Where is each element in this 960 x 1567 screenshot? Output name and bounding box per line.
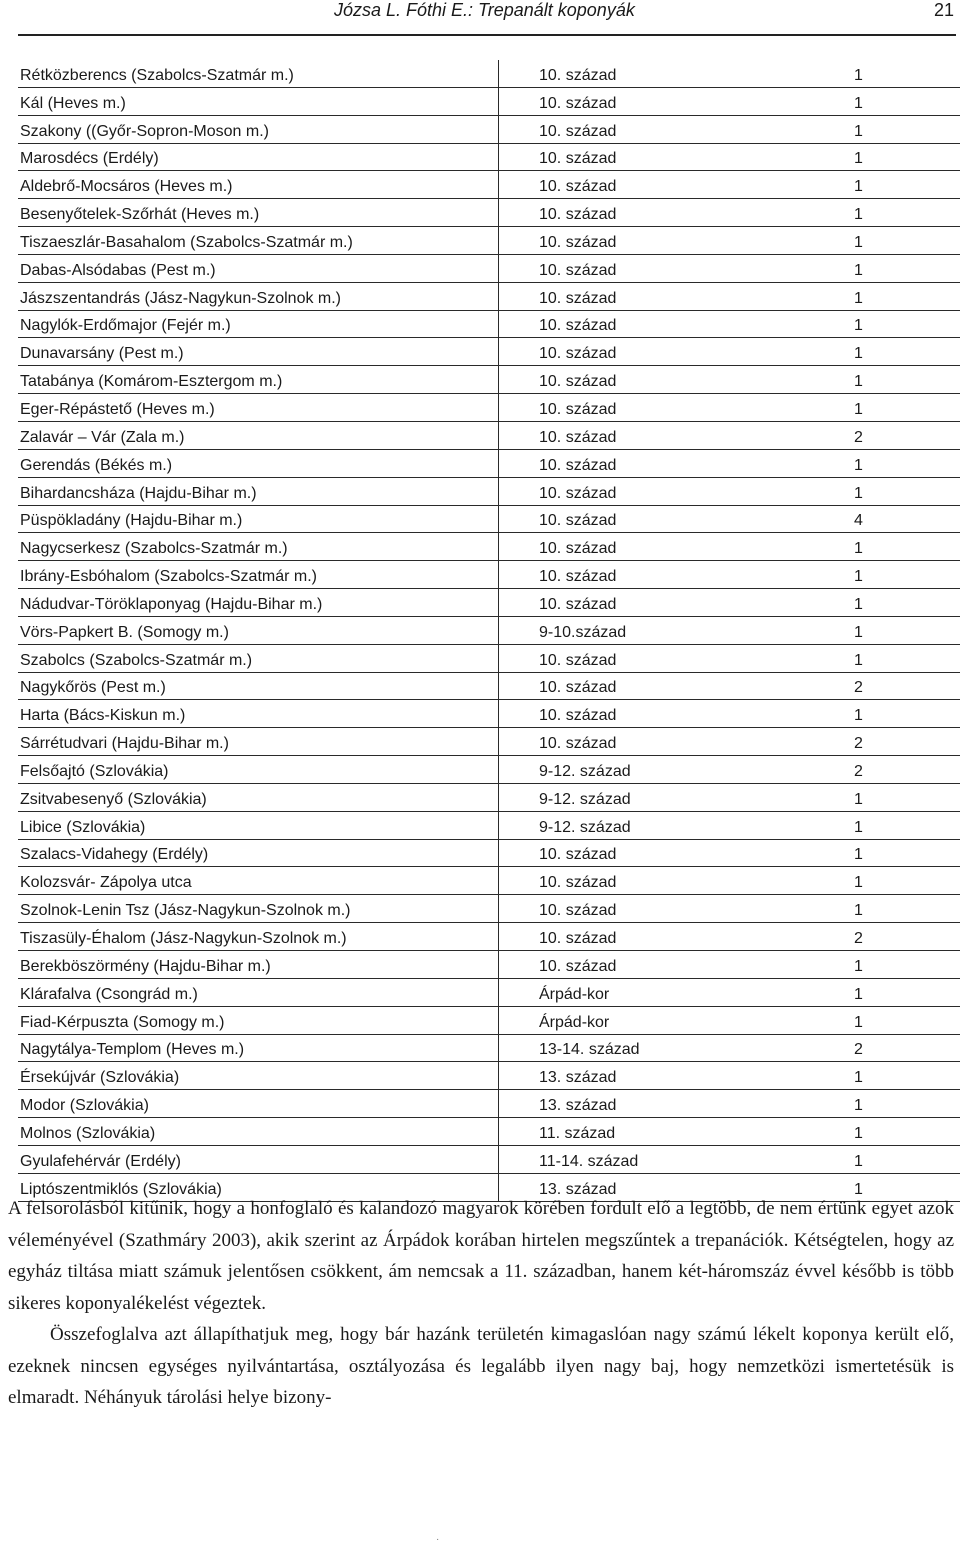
table-row xyxy=(18,756,960,784)
site-cell: Nagytálya-Templom (Heves m.) xyxy=(18,1034,499,1062)
table-row xyxy=(18,338,960,366)
period-cell: 11. század xyxy=(499,1118,845,1146)
count-cell: 1 xyxy=(844,143,960,171)
site-cell: Fiad-Kérpuszta (Somogy m.) xyxy=(18,1006,499,1034)
table-row xyxy=(18,867,960,895)
site-cell: Aldebrő-Mocsáros (Heves m.) xyxy=(18,171,499,199)
count-cell: 1 xyxy=(844,811,960,839)
period-cell: 10. század xyxy=(499,199,845,227)
site-cell: Nagylók-Erdőmajor (Fejér m.) xyxy=(18,310,499,338)
period-cell: 10. század xyxy=(499,589,845,617)
site-cell: Nagycserkesz (Szabolcs-Szatmár m.) xyxy=(18,533,499,561)
count-cell: 1 xyxy=(844,533,960,561)
period-cell: 10. század xyxy=(499,338,845,366)
site-cell: Gerendás (Békés m.) xyxy=(18,449,499,477)
count-cell: 1 xyxy=(844,978,960,1006)
site-cell: Szakony ((Győr-Sopron-Moson m.) xyxy=(18,115,499,143)
table-row xyxy=(18,282,960,310)
site-cell: Zsitvabesenyő (Szlovákia) xyxy=(18,783,499,811)
site-cell: Ibrány-Esbóhalom (Szabolcs-Szatmár m.) xyxy=(18,561,499,589)
paragraph-1: A felsorolásból kitűnik, hogy a honfoglaló és kalandozó magyarok körében fordult elő a legtöbb, de nem értünk egyet azok véleményével (Szathmáry 2003), akik szerint az Árpádok korában hirtelen megszűntek a trepanációk. Kétségtelen, hogy az egyház tiltása miatt számuk jelentősen csökkent, ám nemcsak a 11. században, hanem két-háromszáz évvel később is több sikeres koponyalékelést végeztek. xyxy=(8,1198,954,1314)
count-cell: 1 xyxy=(844,171,960,199)
table-row xyxy=(18,394,960,422)
count-cell: 1 xyxy=(844,115,960,143)
table-row xyxy=(18,616,960,644)
site-cell: Molnos (Szlovákia) xyxy=(18,1118,499,1146)
count-cell: 2 xyxy=(844,672,960,700)
period-cell: 10. század xyxy=(499,895,845,923)
table-row xyxy=(18,1034,960,1062)
period-cell: 10. század xyxy=(499,839,845,867)
table-row xyxy=(18,449,960,477)
header-rule xyxy=(18,34,956,36)
table-row xyxy=(18,728,960,756)
site-cell: Kál (Heves m.) xyxy=(18,87,499,115)
count-cell: 1 xyxy=(844,1173,960,1201)
count-cell: 2 xyxy=(844,1034,960,1062)
site-cell: Szalacs-Vidahegy (Erdély) xyxy=(18,839,499,867)
period-cell: 10. század xyxy=(499,561,845,589)
site-cell: Tiszaeszlár-Basahalom (Szabolcs-Szatmár m.) xyxy=(18,227,499,255)
period-cell: 10. század xyxy=(499,867,845,895)
period-cell: 10. század xyxy=(499,366,845,394)
count-cell: 1 xyxy=(844,561,960,589)
site-cell: Nádudvar-Töröklaponyag (Hajdu-Bihar m.) xyxy=(18,589,499,617)
period-cell: 13-14. század xyxy=(499,1034,845,1062)
site-cell: Libice (Szlovákia) xyxy=(18,811,499,839)
period-cell: 9-10.század xyxy=(499,616,845,644)
site-cell: Modor (Szlovákia) xyxy=(18,1090,499,1118)
period-cell: 10. század xyxy=(499,227,845,255)
period-cell: 10. század xyxy=(499,505,845,533)
table-row xyxy=(18,1006,960,1034)
period-cell: 13. század xyxy=(499,1173,845,1201)
period-cell: 10. század xyxy=(499,951,845,979)
count-cell: 1 xyxy=(844,616,960,644)
site-cell: Klárafalva (Csongrád m.) xyxy=(18,978,499,1006)
site-cell: Nagykőrös (Pest m.) xyxy=(18,672,499,700)
period-cell: 13. század xyxy=(499,1062,845,1090)
site-cell: Tatabánya (Komárom-Esztergom m.) xyxy=(18,366,499,394)
period-cell: 10. század xyxy=(499,143,845,171)
site-cell: Gyulafehérvár (Erdély) xyxy=(18,1145,499,1173)
count-cell: 1 xyxy=(844,895,960,923)
count-cell: 1 xyxy=(844,310,960,338)
table-row xyxy=(18,477,960,505)
site-cell: Szabolcs (Szabolcs-Szatmár m.) xyxy=(18,644,499,672)
site-cell: Berekböszörmény (Hajdu-Bihar m.) xyxy=(18,951,499,979)
period-cell: 10. század xyxy=(499,282,845,310)
period-cell: 10. század xyxy=(499,477,845,505)
count-cell: 1 xyxy=(844,867,960,895)
site-cell: Vörs-Papkert B. (Somogy m.) xyxy=(18,616,499,644)
period-cell: Árpád-kor xyxy=(499,978,845,1006)
period-cell: 10. század xyxy=(499,60,845,87)
count-cell: 1 xyxy=(844,644,960,672)
table-row xyxy=(18,366,960,394)
table-row xyxy=(18,87,960,115)
count-cell: 1 xyxy=(844,1145,960,1173)
table-row xyxy=(18,171,960,199)
table-row xyxy=(18,700,960,728)
period-cell: 11-14. század xyxy=(499,1145,845,1173)
count-cell: 1 xyxy=(844,700,960,728)
period-cell: 10. század xyxy=(499,310,845,338)
period-cell: 9-12. század xyxy=(499,811,845,839)
count-cell: 1 xyxy=(844,394,960,422)
site-cell: Tiszasüly-Éhalom (Jász-Nagykun-Szolnok m.) xyxy=(18,923,499,951)
table-row xyxy=(18,421,960,449)
table-row xyxy=(18,533,960,561)
period-cell: 10. század xyxy=(499,171,845,199)
site-cell: Felsőajtó (Szlovákia) xyxy=(18,756,499,784)
count-cell: 2 xyxy=(844,728,960,756)
count-cell: 1 xyxy=(844,839,960,867)
table-row xyxy=(18,923,960,951)
count-cell: 1 xyxy=(844,366,960,394)
trepanation-sites-table xyxy=(18,60,960,1202)
site-cell: Szolnok-Lenin Tsz (Jász-Nagykun-Szolnok m.) xyxy=(18,895,499,923)
table-row xyxy=(18,1090,960,1118)
period-cell: 10. század xyxy=(499,923,845,951)
table-row xyxy=(18,811,960,839)
site-cell: Érsekújvár (Szlovákia) xyxy=(18,1062,499,1090)
site-cell: Püspökladány (Hajdu-Bihar m.) xyxy=(18,505,499,533)
count-cell: 1 xyxy=(844,783,960,811)
count-cell: 1 xyxy=(844,1118,960,1146)
period-cell: 10. század xyxy=(499,728,845,756)
period-cell: 10. század xyxy=(499,254,845,282)
period-cell: 10. század xyxy=(499,700,845,728)
count-cell: 1 xyxy=(844,951,960,979)
period-cell: 10. század xyxy=(499,421,845,449)
site-cell: Sárrétudvari (Hajdu-Bihar m.) xyxy=(18,728,499,756)
site-cell: Besenyőtelek-Szőrhát (Heves m.) xyxy=(18,199,499,227)
site-cell: Marosdécs (Erdély) xyxy=(18,143,499,171)
page-number: 21 xyxy=(933,0,954,20)
table-row xyxy=(18,589,960,617)
table-row xyxy=(18,115,960,143)
period-cell: 10. század xyxy=(499,644,845,672)
table-row xyxy=(18,839,960,867)
count-cell: 1 xyxy=(844,449,960,477)
count-cell: 1 xyxy=(844,227,960,255)
site-cell: Rétközberencs (Szabolcs-Szatmár m.) xyxy=(18,60,499,87)
period-cell: 10. század xyxy=(499,87,845,115)
count-cell: 1 xyxy=(844,338,960,366)
table-row xyxy=(18,505,960,533)
table-row xyxy=(18,951,960,979)
period-cell: 10. század xyxy=(499,533,845,561)
site-cell: Dunavarsány (Pest m.) xyxy=(18,338,499,366)
count-cell: 2 xyxy=(844,923,960,951)
period-cell: 10. század xyxy=(499,115,845,143)
table-row xyxy=(18,561,960,589)
body-text xyxy=(8,1193,954,1414)
count-cell: 1 xyxy=(844,87,960,115)
count-cell: 4 xyxy=(844,505,960,533)
period-cell: 9-12. század xyxy=(499,783,845,811)
count-cell: 2 xyxy=(844,421,960,449)
site-cell: Harta (Bács-Kiskun m.) xyxy=(18,700,499,728)
count-cell: 1 xyxy=(844,282,960,310)
count-cell: 1 xyxy=(844,1090,960,1118)
running-header xyxy=(20,0,954,34)
period-cell: 10. század xyxy=(499,449,845,477)
paragraph-2: Összefoglalva azt állapíthatjuk meg, hogy bár hazánk területén kimagaslóan nagy számú lékelt koponya került elő, ezeknek nincsen egységes nyilvántartása, osztályozása és legalább ilyen nagy baj, hogy nemzetközi ismertetésük is elmaradt. Néhányuk tárolási helye bizony- xyxy=(8,1324,954,1408)
period-cell: 9-12. század xyxy=(499,756,845,784)
count-cell: 2 xyxy=(844,756,960,784)
count-cell: 1 xyxy=(844,254,960,282)
count-cell: 1 xyxy=(844,60,960,87)
site-cell: Kolozsvár- Zápolya utca xyxy=(18,867,499,895)
table-row xyxy=(18,143,960,171)
table-row xyxy=(18,1145,960,1173)
page-speck: · xyxy=(436,1534,440,1545)
table-row xyxy=(18,783,960,811)
table-row xyxy=(18,1118,960,1146)
site-cell: Jászszentandrás (Jász-Nagykun-Szolnok m.) xyxy=(18,282,499,310)
table-row xyxy=(18,1062,960,1090)
site-cell: Liptószentmiklós (Szlovákia) xyxy=(18,1173,499,1201)
period-cell: 10. század xyxy=(499,394,845,422)
table-row xyxy=(18,227,960,255)
count-cell: 1 xyxy=(844,477,960,505)
period-cell: Árpád-kor xyxy=(499,1006,845,1034)
table-row xyxy=(18,644,960,672)
running-title: Józsa L. Fóthi E.: Trepanált koponyák xyxy=(334,0,635,20)
site-cell: Bihardancsháza (Hajdu-Bihar m.) xyxy=(18,477,499,505)
period-cell: 13. század xyxy=(499,1090,845,1118)
table-row xyxy=(18,254,960,282)
table-row xyxy=(18,978,960,1006)
table-row xyxy=(18,672,960,700)
count-cell: 1 xyxy=(844,1062,960,1090)
table-body xyxy=(18,60,960,1201)
site-cell: Zalavár – Vár (Zala m.) xyxy=(18,421,499,449)
table-row xyxy=(18,895,960,923)
table-row xyxy=(18,199,960,227)
count-cell: 1 xyxy=(844,199,960,227)
site-cell: Dabas-Alsódabas (Pest m.) xyxy=(18,254,499,282)
site-cell: Eger-Répástető (Heves m.) xyxy=(18,394,499,422)
table-row xyxy=(18,60,960,87)
count-cell: 1 xyxy=(844,1006,960,1034)
period-cell: 10. század xyxy=(499,672,845,700)
table-row xyxy=(18,310,960,338)
count-cell: 1 xyxy=(844,589,960,617)
